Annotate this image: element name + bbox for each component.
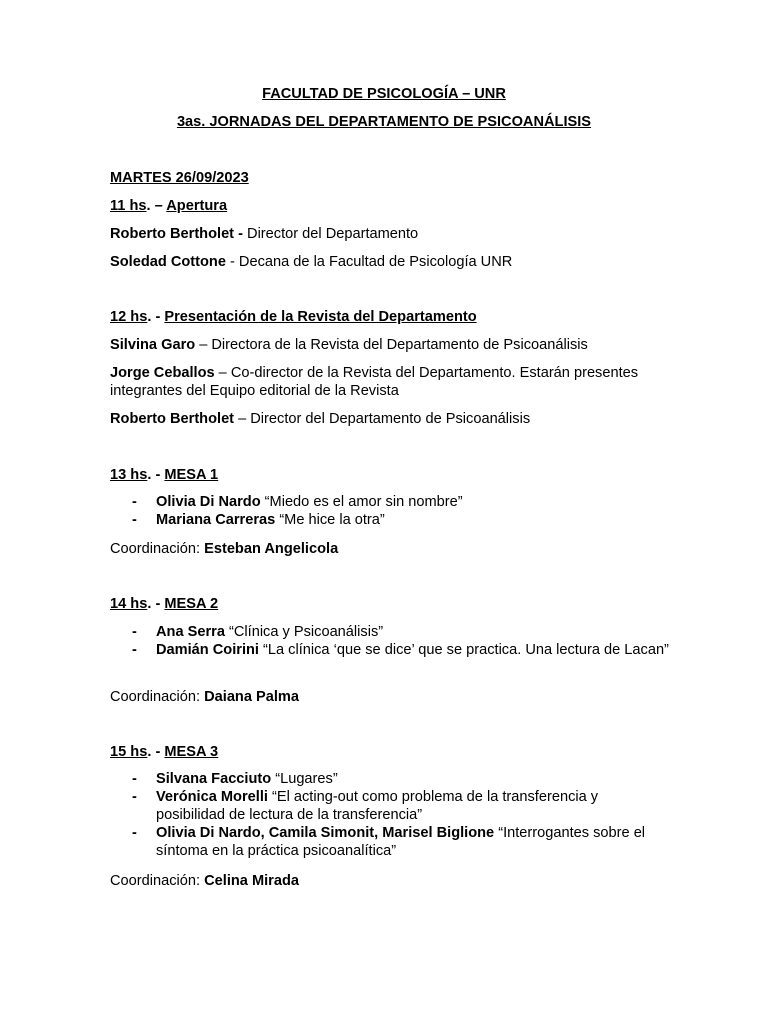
list-item: - Verónica Morelli “El acting-out como problema de la transferencia y posibilidad de lectura de la transferencia” xyxy=(132,789,599,823)
speaker-line: Silvina Garo – Directora de la Revista del Departamento de Psicoanálisis xyxy=(110,337,588,353)
bullet-dash: - xyxy=(132,512,137,528)
list-item: - Damián Coirini “La clínica ‘que se dice’ que se practica. Una lectura de Lacan” xyxy=(132,642,669,658)
bullet-dash: - xyxy=(132,624,137,640)
bullet-dash: - xyxy=(132,825,137,841)
event-title: 3as. JORNADAS DEL DEPARTAMENTO DE PSICOANÁLISIS xyxy=(176,114,592,130)
speaker-line: Jorge Ceballos – Co-director de la Revista del Departamento. Estarán presentes integrantes del Equipo editorial de la Revista xyxy=(110,365,639,399)
list-item: - Mariana Carreras “Me hice la otra” xyxy=(132,512,385,528)
talk-list xyxy=(110,770,670,860)
bullet-dash: - xyxy=(132,789,137,805)
list-item: - Ana Serra “Clínica y Psicoanálisis” xyxy=(132,624,384,640)
talk-list xyxy=(110,623,670,659)
coordination-line: Coordinación: Celina Mirada xyxy=(110,873,299,889)
section-heading-presentacion: 12 hs. - Presentación de la Revista del Departamento xyxy=(110,309,477,325)
speaker-line: Soledad Cottone - Decana de la Facultad de Psicología UNR xyxy=(110,254,513,270)
coordination-line: Coordinación: Daiana Palma xyxy=(110,689,300,705)
bullet-dash: - xyxy=(132,642,137,658)
talk-list xyxy=(110,493,670,529)
section-heading-apertura: 11 hs. – Apertura xyxy=(110,198,228,214)
section-heading-mesa-2: 14 hs. - MESA 2 xyxy=(110,596,219,612)
speaker-line: Roberto Bertholet - Director del Departamento xyxy=(110,226,419,242)
list-item: - Olivia Di Nardo, Camila Simonit, Marisel Biglione “Interrogantes sobre el síntoma en la práctica psicoanalítica” xyxy=(132,825,646,859)
section-heading-mesa-1: 13 hs. - MESA 1 xyxy=(110,467,219,483)
day-heading: MARTES 26/09/2023 xyxy=(110,170,249,186)
bullet-dash: - xyxy=(132,494,137,510)
bullet-dash: - xyxy=(132,771,137,787)
speaker-line: Roberto Bertholet – Director del Departamento de Psicoanálisis xyxy=(110,411,531,427)
list-item: - Olivia Di Nardo “Miedo es el amor sin nombre” xyxy=(132,494,463,510)
faculty-title: FACULTAD DE PSICOLOGÍA – UNR xyxy=(262,86,506,102)
coordination-line: Coordinación: Esteban Angelicola xyxy=(110,541,339,557)
list-item: - Silvana Facciuto “Lugares” xyxy=(132,771,338,787)
section-heading-mesa-3: 15 hs. - MESA 3 xyxy=(110,744,219,760)
